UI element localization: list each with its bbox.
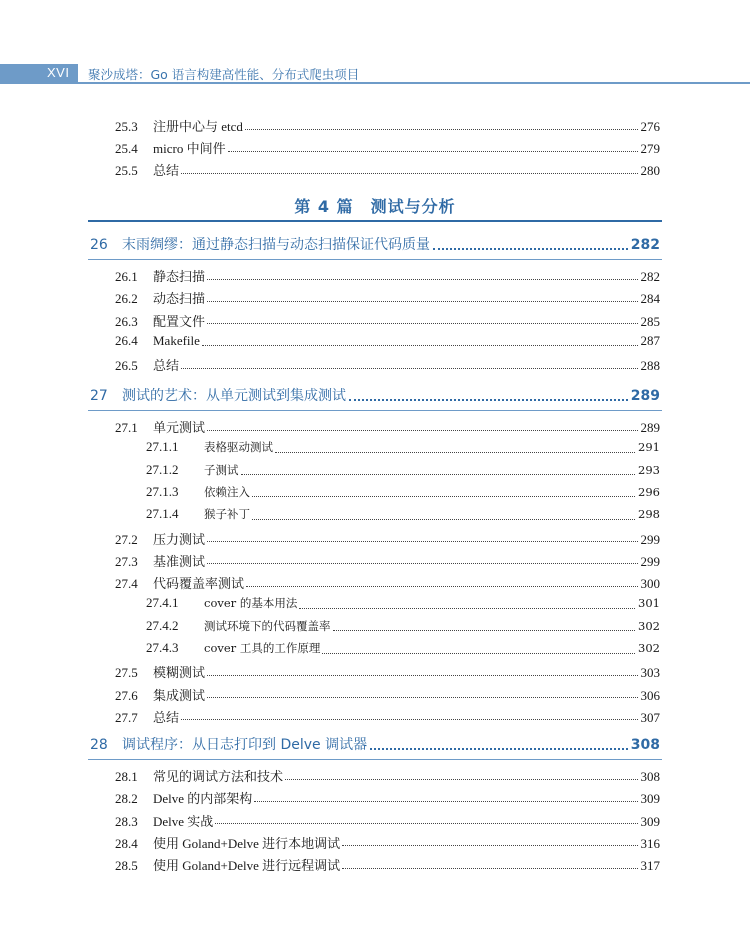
chapter-number: 27 [90, 388, 108, 404]
chapter-rule [88, 259, 662, 260]
toc-entry-number: 25.3 [115, 119, 138, 134]
toc-entry-title: cover 工具的工作原理 [204, 641, 321, 655]
dot-leader [228, 151, 638, 152]
toc-entry-title: 单元测试 [153, 420, 206, 435]
toc-entry-title: cover 的基本用法 [204, 596, 298, 611]
toc-entry-title: 依赖注入 [204, 484, 250, 499]
toc-entry-title: 集成测试 [153, 687, 206, 703]
toc-entry-title: 配置文件 [153, 313, 206, 329]
dot-leader [207, 430, 637, 431]
toc-entry-page: 288 [640, 358, 660, 374]
toc-entry-number: 28.1 [115, 769, 138, 784]
toc-entry-title: 使用 Goland+Delve 进行远程调试 [153, 858, 341, 874]
toc-entry-number: 26.1 [115, 269, 138, 284]
toc-entry-title: 代码覆盖率测试 [153, 576, 245, 592]
chapter-number: 26 [90, 237, 108, 253]
toc-entry[interactable] [115, 288, 660, 308]
dot-leader [215, 823, 637, 824]
chapter-rule [88, 410, 662, 411]
toc-entry-page: 302 [638, 641, 660, 655]
toc-entry-title: 压力测试 [153, 531, 206, 547]
dot-leader [285, 779, 637, 780]
dot-leader [207, 541, 637, 542]
toc-entry-page: 296 [638, 484, 660, 499]
toc-entry[interactable] [115, 266, 660, 286]
toc-entry-page: 289 [640, 420, 660, 435]
toc-entry-title: 注册中心与 etcd [153, 119, 243, 134]
dot-leader [246, 586, 637, 587]
toc-entry-title: 常见的调试方法和技术 [153, 769, 284, 784]
toc-entry[interactable] [115, 529, 660, 549]
toc-entry-page: 302 [638, 618, 660, 633]
dot-leader [207, 301, 637, 302]
toc-entry-title: 子测试 [204, 462, 239, 477]
chapter-title: 调试程序：从日志打印到 Delve 调试器 [122, 737, 368, 753]
toc-entry-page: 284 [640, 291, 660, 307]
toc-entry-number: 27.1 [115, 420, 138, 435]
toc-entry-page: 309 [640, 813, 660, 829]
toc-entry-title: 动态扫描 [153, 291, 206, 307]
toc-entry[interactable] [115, 160, 660, 180]
toc-entry[interactable] [115, 551, 660, 571]
chapter-number: 28 [90, 737, 108, 753]
toc-entry[interactable] [115, 707, 660, 727]
toc-entry-page: 279 [640, 141, 660, 156]
dot-leader [207, 697, 637, 698]
toc-entry[interactable] [115, 811, 660, 831]
toc-entry-page: 282 [640, 269, 660, 284]
toc-entry-title: 总结 [153, 358, 180, 374]
toc-entry-number: 27.4.1 [146, 595, 179, 611]
dot-leader [207, 563, 637, 564]
toc-entry-page: 298 [638, 507, 660, 522]
dot-leader [181, 173, 637, 174]
toc-entry-title: 总结 [153, 163, 180, 178]
toc-entry[interactable] [146, 595, 660, 615]
toc-entry-number: 28.4 [115, 835, 138, 851]
toc-entry-page: 280 [640, 163, 660, 178]
toc-entry-page: 299 [640, 553, 660, 569]
toc-entry[interactable] [115, 417, 660, 437]
toc-entry-page: 276 [640, 119, 660, 134]
toc-entry-number: 27.1.1 [146, 439, 179, 455]
toc-entry[interactable] [115, 116, 660, 136]
running-header [0, 64, 750, 84]
toc-entry-title: micro 中间件 [153, 141, 226, 156]
toc-entry-title: 测试环境下的代码覆盖率 [204, 618, 331, 633]
chapter-rule [88, 759, 662, 760]
dot-leader [322, 653, 635, 654]
toc-entry-number: 25.4 [115, 141, 138, 156]
toc-entry-number: 27.6 [115, 687, 138, 703]
toc-entry[interactable] [115, 855, 660, 875]
dot-leader [181, 368, 637, 369]
dot-leader [252, 496, 635, 497]
dot-leader [433, 248, 628, 250]
toc-entry-page: 308 [640, 769, 660, 784]
toc-entry-title: 表格驱动测试 [204, 440, 273, 455]
toc-entry[interactable] [115, 333, 660, 353]
toc-entry[interactable] [115, 311, 660, 331]
dot-leader [333, 630, 636, 631]
toc-entry-title: 使用 Goland+Delve 进行本地调试 [153, 835, 341, 851]
chapter-page: 289 [630, 388, 660, 404]
toc-entry[interactable] [115, 138, 660, 158]
toc-entry[interactable] [115, 355, 660, 375]
toc-entry-number: 27.3 [115, 553, 138, 569]
chapter-page: 282 [630, 237, 660, 253]
toc-entry[interactable] [146, 439, 660, 459]
part-title: 第 4 篇 测试与分析 [294, 197, 456, 216]
toc-entry[interactable] [146, 484, 660, 504]
toc-chapter[interactable] [90, 734, 660, 758]
toc-entry[interactable] [146, 506, 660, 526]
toc-entry-title: 静态扫描 [153, 269, 206, 284]
toc-entry-page: 316 [640, 835, 660, 851]
toc-entry[interactable] [146, 640, 660, 660]
toc-entry-page: 293 [638, 462, 660, 477]
toc-entry-title: 模糊测试 [153, 665, 206, 681]
toc-entry[interactable] [115, 833, 660, 853]
toc-entry-title: Delve 的内部架构 [153, 791, 253, 807]
toc-entry[interactable] [115, 662, 660, 682]
toc-entry-page: 307 [640, 709, 660, 725]
toc-entry-title: Makefile [153, 332, 200, 348]
dot-leader [275, 452, 635, 453]
toc-entry-number: 28.3 [115, 813, 138, 829]
dot-leader [342, 868, 637, 869]
toc-entry-number: 28.2 [115, 791, 138, 807]
dot-leader [181, 719, 637, 720]
toc-entry-number: 27.1.4 [146, 506, 179, 522]
page-number: XVI [47, 65, 70, 80]
dot-leader [370, 748, 628, 750]
toc-entry-page: 291 [638, 440, 660, 455]
dot-leader [252, 519, 635, 520]
toc-entry-page: 306 [640, 687, 660, 703]
toc-entry-page: 301 [638, 596, 660, 611]
toc-entry-number: 26.3 [115, 313, 138, 329]
toc-entry-page: 309 [640, 791, 660, 807]
dot-leader [245, 129, 638, 130]
book-title: 聚沙成塔：Go 语言构建高性能、分布式爬虫项目 [88, 67, 360, 82]
toc-entry-number: 28.5 [115, 858, 138, 874]
toc-entry-number: 27.1.2 [146, 461, 179, 477]
toc-entry[interactable] [115, 766, 660, 786]
toc-entry-number: 27.7 [115, 709, 138, 725]
dot-leader [254, 801, 637, 802]
chapter-page: 308 [630, 737, 660, 753]
toc-entry-page: 317 [640, 858, 660, 874]
dot-leader [202, 345, 638, 346]
toc-entry[interactable] [115, 685, 660, 705]
toc-entry[interactable] [115, 573, 660, 593]
page-number-tab [0, 64, 78, 84]
dot-leader [342, 845, 637, 846]
toc-entry-number: 27.4 [115, 576, 138, 592]
toc-entry-page: 299 [640, 531, 660, 547]
part-rule [88, 220, 662, 222]
toc-entry-page: 300 [640, 576, 660, 592]
toc-entry-page: 303 [640, 665, 660, 681]
toc-entry-number: 27.4.3 [146, 640, 179, 655]
toc-entry-number: 27.5 [115, 665, 138, 681]
toc-entry-number: 27.1.3 [146, 483, 179, 499]
toc-chapter[interactable] [90, 234, 660, 258]
dot-leader [207, 675, 637, 676]
toc-entry[interactable] [115, 788, 660, 808]
dot-leader [207, 279, 637, 280]
toc-entry-page: 285 [640, 313, 660, 329]
toc-entry-page: 287 [640, 332, 660, 348]
toc-entry[interactable] [146, 462, 660, 482]
chapter-title: 末雨绸缪：通过静态扫描与动态扫描保证代码质量 [122, 237, 430, 253]
toc-entry-title: 猴子补丁 [204, 507, 250, 522]
toc-entry-number: 25.5 [115, 163, 138, 178]
toc-entry-number: 27.4.2 [146, 617, 179, 633]
toc-entry-title: 基准测试 [153, 553, 206, 569]
dot-leader [299, 608, 635, 609]
toc-chapter[interactable] [90, 385, 660, 409]
dot-leader [349, 399, 628, 401]
toc-entry-title: 总结 [153, 709, 180, 725]
toc-entry[interactable] [146, 618, 660, 638]
dot-leader [207, 323, 637, 324]
toc-entry-number: 26.4 [115, 332, 138, 348]
chapter-title: 测试的艺术：从单元测试到集成测试 [122, 388, 346, 404]
toc-entry-number: 26.5 [115, 358, 138, 374]
toc-entry-title: Delve 实战 [153, 813, 214, 829]
toc-entry-number: 26.2 [115, 291, 138, 307]
dot-leader [241, 474, 636, 475]
toc-entry-number: 27.2 [115, 531, 138, 547]
